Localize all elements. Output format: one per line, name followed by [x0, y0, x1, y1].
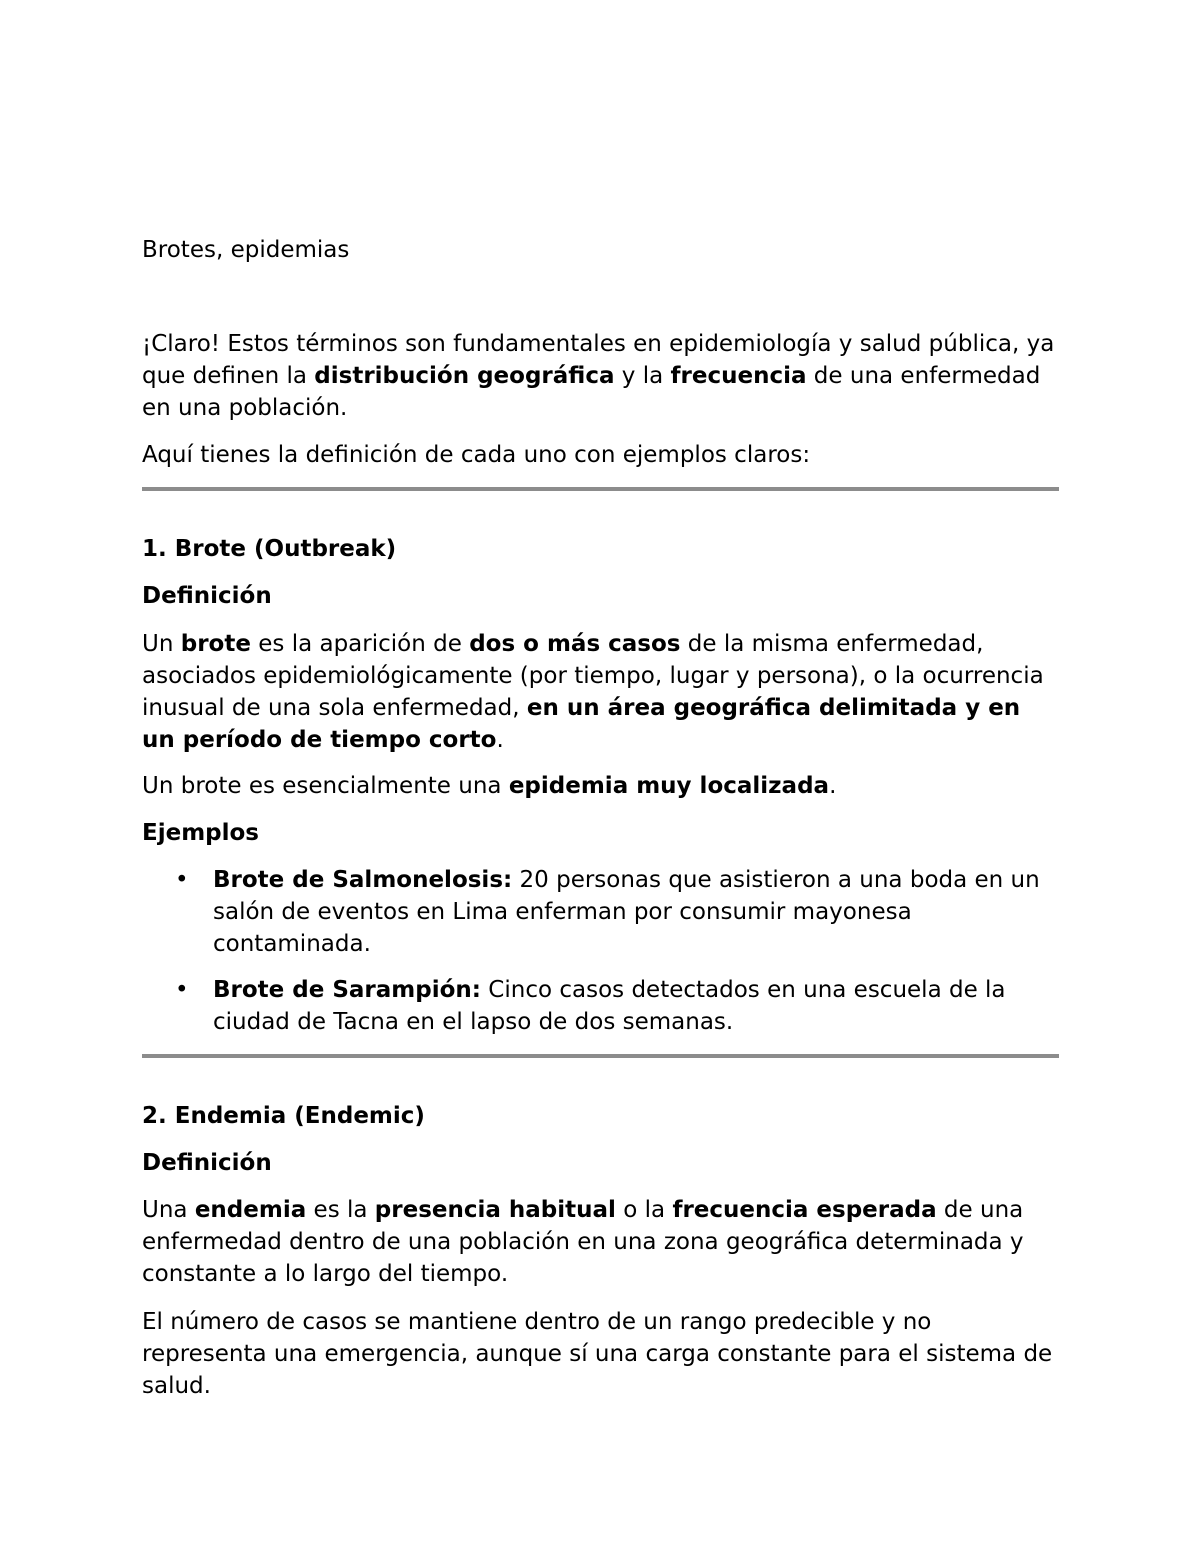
example-title: Brote de Sarampión:	[213, 977, 481, 1003]
section-divider	[142, 487, 1059, 491]
note-paragraph-endemia: El número de casos se mantiene dentro de un rango predecible y no representa una emergencia, aunque sí una carga constante para el sistema de salud.	[142, 1309, 1053, 1399]
intro-bold-distribution: distribución geográfica	[314, 363, 615, 389]
examples-label: Ejemplos	[142, 820, 259, 846]
document-title: Brotes, epidemias	[142, 237, 350, 263]
example-title: Brote de Salmonelosis:	[213, 867, 513, 893]
intro-paragraph	[142, 328, 1060, 424]
intro-text: ¡Claro! Estos términos son fundamentales en epidemiología y salud pública, ya que definen la	[142, 331, 1055, 389]
intro-lead-in: Aquí tienes la definición de cada uno con ejemplos claros:	[142, 442, 811, 468]
intro-text: de una enfermedad en una población.	[142, 363, 1041, 421]
examples-list	[142, 974, 1060, 1038]
bullet-icon: •	[175, 977, 189, 1003]
list-item	[142, 864, 1060, 960]
section-heading-brote: 1. Brote (Outbreak)	[142, 536, 397, 562]
definition-label-endemia: Definición	[142, 1150, 272, 1176]
intro-text: y la	[614, 363, 671, 389]
section-divider	[142, 1054, 1059, 1058]
examples-list	[142, 864, 1060, 960]
bullet-icon: •	[175, 867, 189, 893]
list-item	[142, 974, 1060, 1038]
definition-paragraph-brote: Un brote es la aparición de dos o más casos de la misma enfermedad, asociados epidemiológicamente (por tiempo, lugar y persona), o la ocurrencia inusual de una sola enfermedad, en un área geográfica delimitada y en un período de tiempo corto.	[142, 631, 1044, 753]
section-heading-endemia: 2. Endemia (Endemic)	[142, 1103, 425, 1129]
definition-paragraph-endemia: Una endemia es la presencia habitual o la frecuencia esperada de una enfermedad dentro de una población en una zona geográfica determinada y constante a lo largo del tiempo.	[142, 1197, 1024, 1287]
note-paragraph-brote: Un brote es esencialmente una epidemia muy localizada.	[142, 773, 837, 799]
definition-label-brote: Definición	[142, 583, 272, 609]
example-text: 20 personas que asistieron a una boda en un salón de eventos en Lima enferman por consumir mayonesa contaminada.	[213, 867, 1040, 957]
example-text: Cinco casos detectados en una escuela de la ciudad de Tacna en el lapso de dos semanas.	[213, 977, 1006, 1035]
intro-bold-frequency: frecuencia	[670, 363, 807, 389]
